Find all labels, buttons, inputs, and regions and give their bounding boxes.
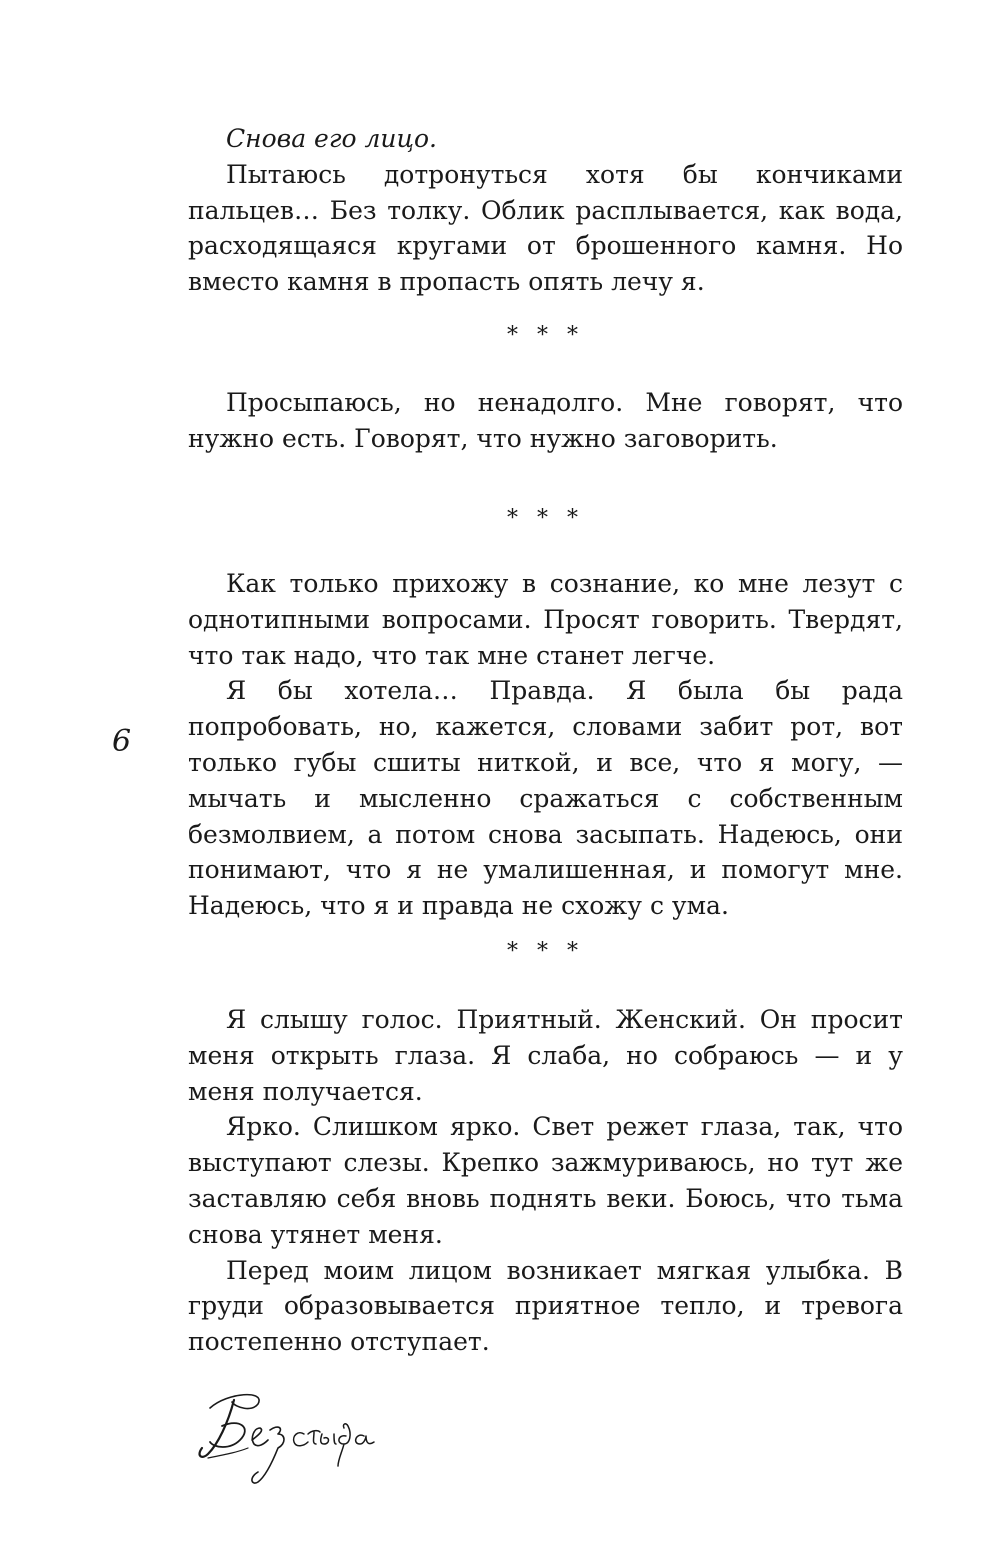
page-number: 6 (112, 724, 132, 759)
paragraph: Снова его лицо. (226, 124, 437, 153)
scene-separator: * * * (507, 939, 584, 964)
section-4 (188, 1002, 903, 1360)
scene-separator: * * * (507, 323, 584, 348)
paragraph: Пытаюсь дотронуться хотя бы кончиками пальцев… Без толку. Облик расплывается, как вода, расходящаяся кругами от брошенного камня. Но вместо камня в пропасть опять лечу я. (188, 159, 903, 297)
section-3 (188, 566, 903, 924)
paragraph: Я бы хотела… Правда. Я была бы рада попробовать, но, кажется, словами забит рот, вот только губы сшиты ниткой, и все, что я могу, — мычать и мысленно сражаться с собственным безмолвием, а потом снова засыпать. Надеюсь, они понимают, что я не умалишенная, и помогут мне. Надеюсь, что я и правда не схожу с ума. (188, 676, 903, 921)
paragraph: Ярко. Слишком ярко. Свет режет глаза, так, что выступают слезы. Крепко зажмуриваюсь, но тут же заставляю себя вновь поднять веки. Боюсь, что тьма снова утянет меня. (188, 1112, 903, 1249)
paragraph: Перед моим лицом возникает мягкая улыбка. В груди образовывается приятное тепло, и тревога постепенно отступает. (188, 1255, 903, 1357)
paragraph: Просыпаюсь, но ненадолго. Мне говорят, что нужно есть. Говорят, что нужно заговорить. (188, 388, 903, 453)
running-title-logo (188, 1378, 378, 1488)
section-1 (188, 121, 903, 300)
running-title-text (188, 1488, 189, 1489)
paragraph: Я слышу голос. Приятный. Женский. Он просит меня открыть глаза. Я слаба, но собраюсь — и у меня получается. (188, 1005, 903, 1106)
scene-separator: * * * (507, 506, 584, 531)
paragraph: Как только прихожу в сознание, ко мне лезут с однотипными вопросами. Просят говорить. Твердят, что так надо, что так мне станет легче. (188, 569, 903, 670)
section-2 (188, 385, 903, 457)
calligraphy-title-icon (188, 1378, 378, 1488)
